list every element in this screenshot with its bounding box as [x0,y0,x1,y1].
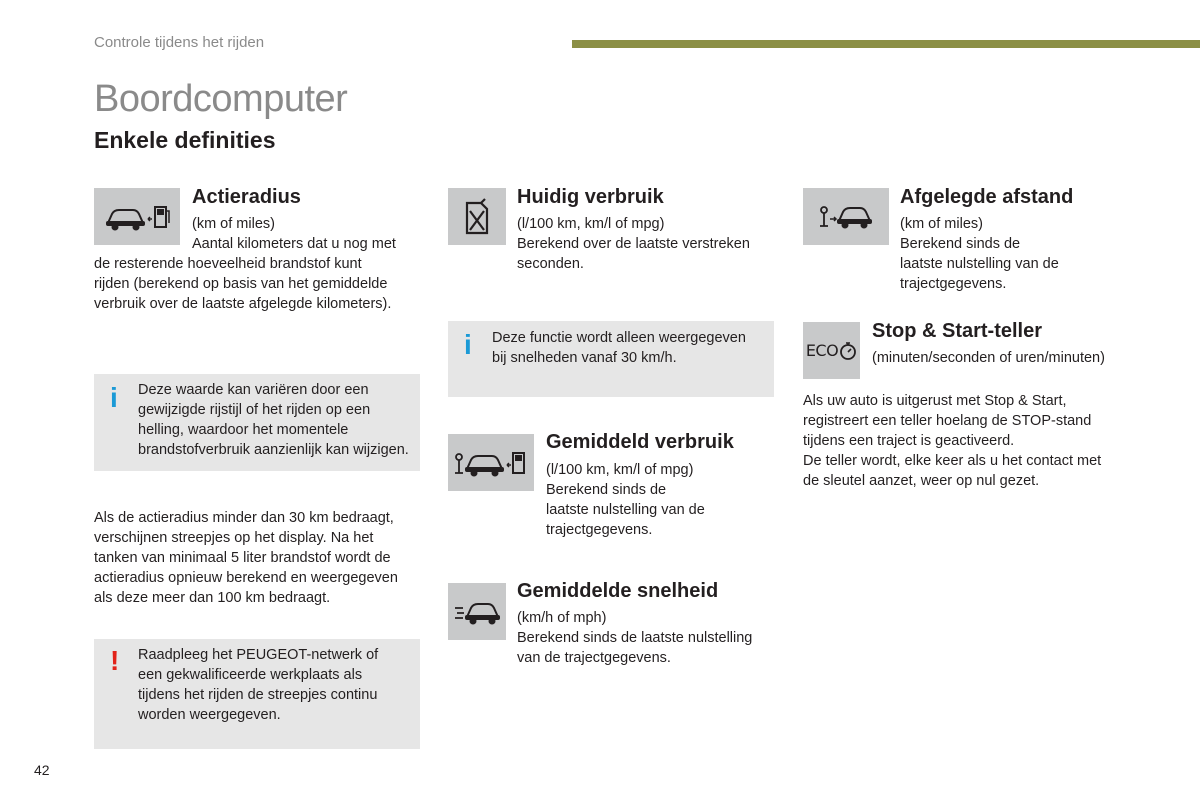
range-unit: (km of miles) [192,216,275,232]
page-title: Boordcomputer [94,78,348,120]
distance-line: Berekend sinds de [900,236,1021,252]
average-speed-title: Gemiddelde snelheid [517,580,719,602]
paragraph-line: verschijnen streepjes op het display. Na het [94,530,374,546]
distance-unit: (km of miles) [900,216,983,232]
paragraph-line: als deze meer dan 100 km bedraagt. [94,590,331,606]
stop-start-line: registreert een teller hoelang de STOP-stand [803,413,1092,429]
average-consumption-line: Berekend sinds de [546,482,667,498]
paragraph-line: Als de actieradius minder dan 30 km bedraagt, [94,510,394,526]
warning-note-line: tijdens het rijden de streepjes continu [138,687,378,703]
section-label: Controle tijdens het rijden [94,34,265,51]
stop-start-line: De teller wordt, elke keer als u het contact met [803,453,1102,469]
stop-start-line: Als uw auto is uitgerust met Stop & Start, [803,393,1067,409]
info-note [94,374,420,471]
average-speed-line: Berekend sinds de laatste nulstelling [517,630,753,646]
info-note-speed [448,321,774,397]
average-consumption-unit: (l/100 km, km/l of mpg) [546,462,694,478]
average-speed-unit: (km/h of mph) [517,610,607,626]
warning-note [94,639,420,749]
stop-start-line: de sleutel aanzet, weer op nul gezet. [803,473,1040,489]
info-note-line: bij snelheden vanaf 30 km/h. [492,350,677,366]
warning-icon: ! [110,645,120,676]
warning-note-line: Raadpleeg het PEUGEOT-netwerk of [138,647,379,663]
stop-start-title: Stop & Start-teller [872,320,1043,342]
distance-line: laatste nulstelling van de [900,256,1059,272]
page-number: 42 [34,762,50,778]
info-note-line: Deze functie wordt alleen weergegeven [492,330,746,346]
range-text-line: rijden (berekend op basis van het gemiddelde [94,276,388,292]
warning-note-line: een gekwalificeerde werkplaats als [138,667,363,683]
range-text-line: de resterende hoeveelheid brandstof kunt [94,256,362,272]
page-subtitle: Enkele definities [94,127,276,153]
paragraph-line: actieradius opnieuw berekend en weergegeven [94,570,398,586]
paragraph-line: tanken van minimaal 5 liter brandstof wordt de [94,550,391,566]
average-consumption-line: trajectgegevens. [546,522,653,538]
info-icon: i [110,382,118,413]
stop-start-unit: (minuten/seconden of uren/minuten) [872,350,1105,366]
current-consumption-line: Berekend over de laatste verstreken [517,236,750,252]
range-icon [94,188,180,245]
average-consumption-title: Gemiddeld verbruik [546,431,734,453]
average-speed-icon [448,583,506,640]
distance-title: Afgelegde afstand [900,186,1074,208]
range-text-line: Aantal kilometers dat u nog met [192,236,396,252]
eco-timer-icon [803,322,860,379]
current-consumption-line: seconden. [517,256,584,272]
distance-line: trajectgegevens. [900,276,1007,292]
fuel-can-icon [448,188,506,245]
range-title: Actieradius [192,186,301,208]
info-note-line: gewijzigde rijstijl of het rijden op een [138,402,371,418]
stop-start-line: tijdens een traject is geactiveerd. [803,433,1015,449]
average-consumption-icon [448,434,534,491]
info-note-line: brandstofverbruik aanzienlijk kan wijzigen. [138,442,409,458]
info-note-line: helling, waardoor het momentele [138,422,349,438]
info-icon: i [464,329,472,360]
average-speed-line: van de trajectgegevens. [517,650,671,666]
warning-note-line: worden weergegeven. [138,707,281,723]
header-rule [572,40,1200,48]
current-consumption-unit: (l/100 km, km/l of mpg) [517,216,665,232]
eco-label: ECO [805,341,839,360]
info-note-line: Deze waarde kan variëren door een [138,382,369,398]
distance-icon [803,188,889,245]
range-text-line: verbruik over de laatste afgelegde kilometers). [94,296,392,312]
average-consumption-line: laatste nulstelling van de [546,502,705,518]
current-consumption-title: Huidig verbruik [517,186,664,208]
